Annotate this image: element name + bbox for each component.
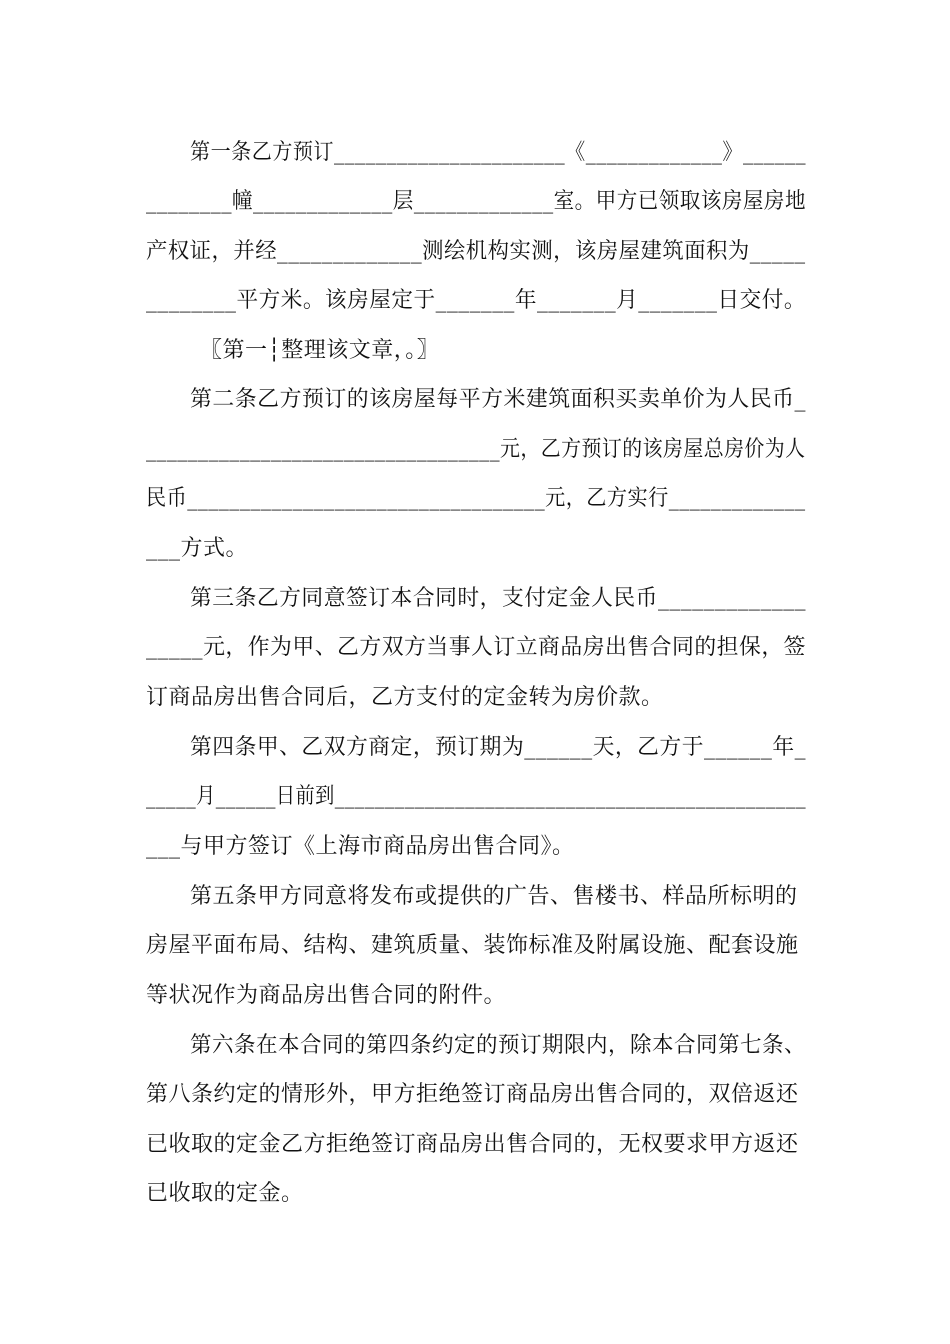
article-3-line-2: _____元，作为甲、乙方双方当事人订立商品房出售合同的担保，签 (146, 635, 807, 660)
article-2-line-3: 民币__________________________________元，乙方实行_____________ (146, 486, 806, 511)
article-5-line-3: 等状况作为商品房出售合同的附件。 (146, 983, 507, 1008)
article-4-line-2: _____月______日前到_______________________________________________ (146, 784, 807, 809)
article-6-line-2: 第八条约定的情形外，甲方拒绝签订商品房出售合同的，双倍返还 (146, 1082, 799, 1107)
article-1-line-2: ________幢_____________层_____________室。甲方已领取该房屋房地 (146, 189, 807, 214)
article-6-line-3: 已收取的定金乙方拒绝签订商品房出售合同的，无权要求甲方返还 (146, 1132, 799, 1157)
article-6-line-4: 已收取的定金。 (146, 1181, 304, 1206)
article-5-line-2: 房屋平面布局、结构、建筑质量、装饰标准及附属设施、配套设施 (146, 933, 799, 958)
article-2-line-4: ___方式。 (146, 536, 249, 561)
article-1-line-1: 第一条乙方预订______________________《_____________》______ (190, 140, 807, 165)
article-1-line-4: ________平方米。该房屋定于_______年_______月_______日交付。 (146, 288, 807, 313)
article-5-line-1: 第五条甲方同意将发布或提供的广告、售楼书、样品所标明的 (190, 884, 798, 909)
editor-note: 〖第一┆整理该文章，。〗 (200, 338, 440, 363)
article-6-line-1: 第六条在本合同的第四条约定的预订期限内，除本合同第七条、 (190, 1033, 807, 1058)
article-4-line-3: ___与甲方签订《上海市商品房出售合同》。 (146, 834, 575, 859)
article-1-line-3: 产权证，并经_____________测绘机构实测，该房屋建筑面积为_____ (146, 239, 806, 264)
article-2-line-1: 第二条乙方预订的该房屋每平方米建筑面积买卖单价为人民币_ (190, 387, 807, 412)
article-3-line-1: 第三条乙方同意签订本合同时，支付定金人民币_____________ (190, 586, 807, 611)
article-3-line-3: 订商品房出售合同后，乙方支付的定金转为房价款。 (146, 685, 664, 710)
article-4-line-1: 第四条甲、乙双方商定，预订期为______天，乙方于______年_ (190, 735, 807, 760)
article-2-line-2: __________________________________元，乙方预订的该房屋总房价为人 (146, 437, 806, 462)
